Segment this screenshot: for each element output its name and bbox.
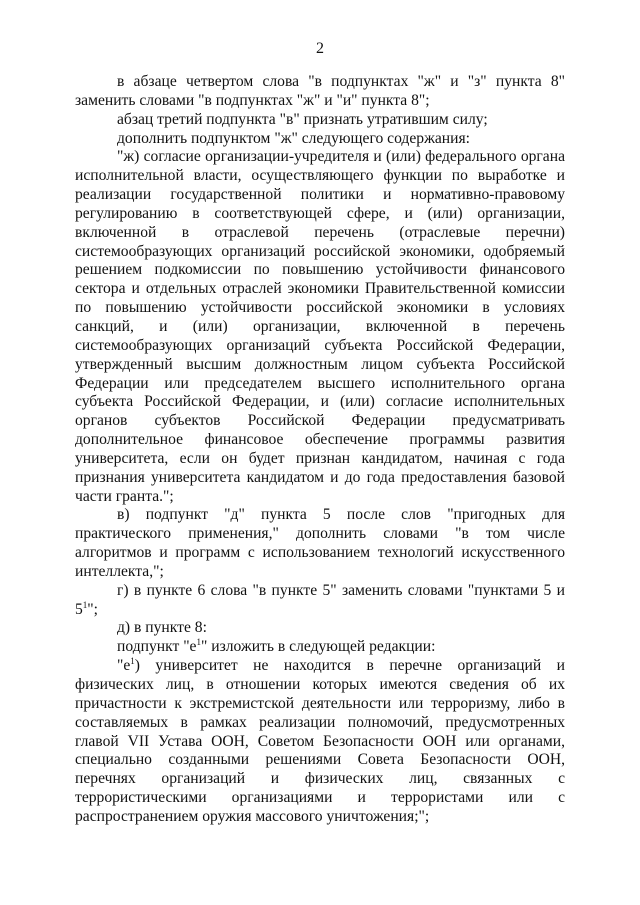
paragraph (75, 73, 565, 111)
paragraph (75, 130, 565, 149)
text-segment: абзац третий подпункта "в" признать утратившим силу; (117, 110, 488, 128)
superscript: 1 (196, 637, 201, 648)
document-body (75, 73, 565, 827)
paragraph (75, 111, 565, 130)
text-segment: "; (87, 600, 98, 618)
text-segment: в абзаце четвертом слова "в подпунктах "ж" и "з" пункта 8" заменить словами "в подпунктах "ж" и "и" пункта 8"; (75, 73, 565, 109)
paragraph (75, 619, 565, 638)
text-segment: дополнить подпунктом "ж" следующего содержания: (117, 129, 470, 147)
text-segment: " изложить в следующей редакции: (200, 638, 436, 656)
paragraph (75, 506, 565, 581)
superscript: 1 (82, 599, 88, 610)
text-segment: ) университет не находится в перечне организаций и физических лиц, в отношении которых имеются сведения об их причастности к экстремистской деятельности или терроризму, либо в составляемых в рамках реализации полномочий, предусмотренных главой VII Устава ООН, Советом Безопасности ООН или органами, специально созданными решениями Совета Безопасности ООН, перечнях организаций и физических лиц, связанных с террористическими организациями и террористами или с распространением оружия массового уничтожения;"; (75, 657, 565, 825)
paragraph (75, 148, 565, 506)
text-segment: "ж) согласие организации-учредителя и (или) федерального органа исполнительной власти, осуществляющего функции по выработке и реализации государственной политики и нормативно-правовому регулированию в соответствующей сфере, и (или) организации, включенной в отраслевой перечень (отраслевые перечни) системообразующих организаций российской экономики, одобряемый решением подкомиссии по повышению устойчивости финансового сектора и отдельных отраслей экономики Правительственной комиссии по повышению устойчивости российской экономики в условиях санкций, и (или) организации, включенной в перечень системообразующих организаций субъекта Российской Федерации, утвержденный высшим должностным лицом субъекта Российской Федерации или председателем высшего исполнительного органа субъекта Российской Федерации, и (или) согласие исполнительных органов субъектов Российской Федерации предусматривать дополнительное финансовое обеспечение программы развития университета, если он будет признан кандидатом, начиная с года признания университета кандидатом и до года предоставления базовой части гранта."; (75, 148, 565, 505)
text-segment: д) в пункте 8: (117, 619, 207, 637)
text-segment: г) в пункте 6 слова "в пункте 5" заменить словами "пунктами 5 и 5 (75, 581, 565, 618)
text-segment: "е (117, 657, 131, 675)
superscript: 1 (130, 656, 135, 667)
paragraph (75, 582, 565, 620)
page-number: 2 (316, 40, 324, 57)
text-segment: подпункт "е (117, 638, 197, 656)
paragraph (75, 638, 565, 657)
text-segment: в) подпункт "д" пункта 5 после слов "пригодных для практического применения," дополнить словами "в том числе алгоритмов и программ с использованием технологий искусственного интеллекта,"; (75, 506, 565, 580)
paragraph (75, 657, 565, 827)
